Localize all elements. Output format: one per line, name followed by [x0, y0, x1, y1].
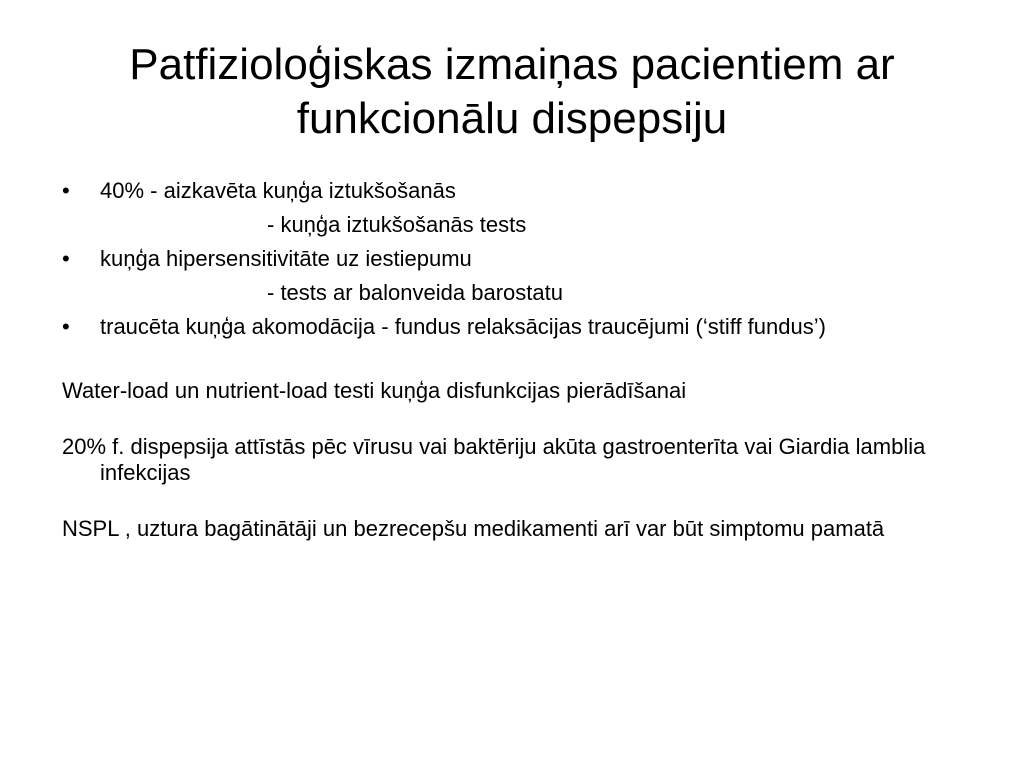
bullet-dot: •: [62, 178, 70, 203]
bullet-subitem-2: - tests ar balonveida barostatu: [267, 280, 563, 305]
title-line-2: funkcionālu dispepsiju: [296, 94, 728, 143]
paragraph-nspl: NSPL , uztura bagātinātāji un bezrecepšu medikamenti arī var būt simptomu pamatā: [62, 516, 885, 541]
slide-title: [40, 38, 984, 146]
bullet-text: kuņģa hipersensitivitāte uz iestiepumu: [100, 246, 472, 271]
spacer: [62, 348, 962, 378]
bullet-item-2: [62, 246, 962, 272]
spacer: [62, 404, 962, 434]
paragraph-water-load: Water-load un nutrient-load testi kuņģa disfunkcijas pierādīšanai: [62, 378, 687, 403]
slide-content: [62, 178, 962, 542]
bullet-text: traucēta kuņģa akomodācija - fundus relaksācijas traucējumi (‘stiff fundus’): [100, 314, 826, 339]
spacer: [62, 486, 962, 516]
bullet-item-1: [62, 178, 962, 204]
paragraph-dispepsija-infection: 20% f. dispepsija attīstās pēc vīrusu vai baktēriju akūta gastroenterīta vai Giardia lamblia infekcijas: [62, 434, 926, 485]
bullet-dot: •: [62, 314, 70, 339]
bullet-text: 40% - aizkavēta kuņģa iztukšošanās: [100, 178, 456, 203]
bullet-subitem-1: - kuņģa iztukšošanās tests: [267, 212, 527, 237]
bullet-item-3: [62, 314, 962, 340]
title-line-1: Patfizioloģiskas izmaiņas pacientiem ar: [129, 40, 895, 89]
bullet-dot: •: [62, 246, 70, 271]
